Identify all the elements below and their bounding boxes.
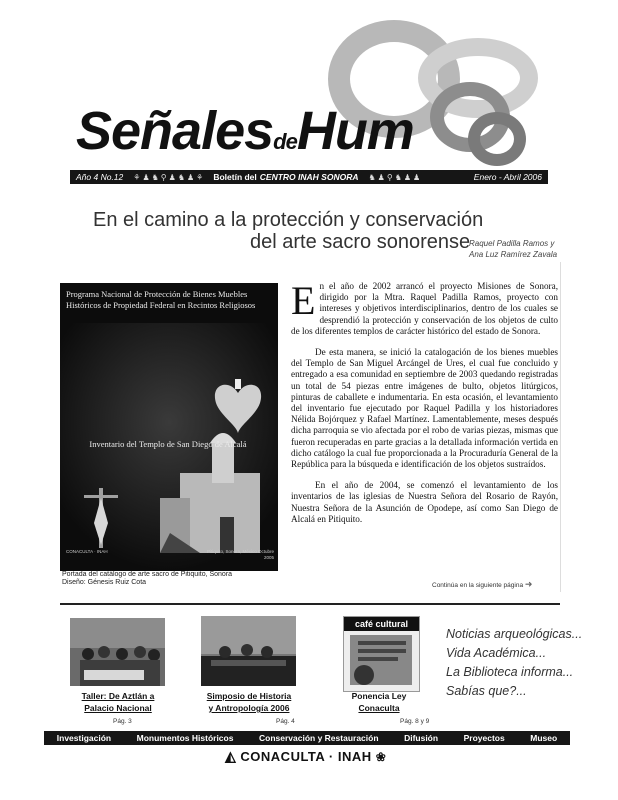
conaculta-inah-logo <box>225 748 386 765</box>
continue-text: Continúa en la siguiente página <box>432 582 524 589</box>
headline-line-1: En el camino a la protección y conservación <box>93 209 484 231</box>
author-2: Ana Luz Ramírez Zavala <box>469 250 558 259</box>
sections-list <box>446 625 582 701</box>
paragraph-3: En el año de 2004, se comenzó el levantamiento de los inventarios de las iglesias de Nuestra Señora del Rosario de Rayón, Nuestra Señora de la Asunción de Opodepe, así como San Diego de Alcalá en Pitiquito. <box>291 480 558 524</box>
petroglyph-icon: ♞♟⚲♞♟♟ <box>368 172 423 182</box>
feature-2-line-2: y Antropología 2006 <box>208 703 290 713</box>
smoke-ring-o <box>468 112 526 166</box>
feature-3-line-1: Ponencia Ley <box>351 691 407 701</box>
section-item-biblioteca[interactable]: La Biblioteca informa... <box>446 665 574 679</box>
feature-3-page: Pág. 8 y 9 <box>400 718 430 725</box>
feature-1-page: Pág. 3 <box>113 718 132 725</box>
masthead-title-end: Hum <box>296 101 414 161</box>
cover-footer-left: CONACULTA · INAH <box>66 549 108 554</box>
cover-footer-right: Pitiquito, Sonora, México Octubre 2005 <box>206 549 274 560</box>
photo-taller-thumbnail[interactable] <box>70 618 165 686</box>
cafe-cultural-poster[interactable] <box>343 616 420 692</box>
nav-museo[interactable]: Museo <box>530 733 558 743</box>
conaculta-icon: ◭ <box>225 748 237 764</box>
publication-org: CENTRO INAH SONORA <box>259 172 359 182</box>
feature-2-line-1: Simposio de Historia <box>206 691 292 701</box>
arrow-right-icon: ➜ <box>524 579 533 589</box>
logo-text: CONACULTA · INAH <box>240 749 372 764</box>
drop-cap: E <box>291 278 316 323</box>
paragraph-1 <box>291 278 558 337</box>
photo-simposio-thumbnail[interactable] <box>201 616 296 686</box>
cover-caption-line-1: Portada del catálogo de arte sacro de Pitiquito, Sonora <box>62 571 233 578</box>
author-1: Raquel Padilla Ramos y <box>469 239 555 248</box>
feature-3-line-2: Conaculta <box>358 703 400 713</box>
catalog-cover-image <box>60 283 278 571</box>
info-bar <box>70 170 548 184</box>
poster-graphic <box>344 631 419 691</box>
section-item-vida-academica[interactable]: Vida Académica... <box>446 646 547 660</box>
nav-monumentos[interactable]: Monumentos Históricos <box>136 733 234 743</box>
nav-difusion[interactable]: Difusión <box>404 733 439 743</box>
paragraph-1-text: n el año de 2002 arrancó el proyecto Misiones de Sonora, dirigido por la Mtra. Raquel Padilla Ramos, proyecto con intereses y objetivos interdisciplinarios, dentro de los cuales se desprendió la protección y conservación de los objetos de culto de los diferentes templos de carácter histórico del estado de Sonora. <box>291 281 558 336</box>
cover-illustration <box>60 283 278 571</box>
feature-2-page: Pág. 4 <box>276 718 295 725</box>
publication-prefix: Boletín del <box>213 172 257 182</box>
section-item-sabias-que[interactable]: Sabías que?... <box>446 684 527 698</box>
footer-nav <box>44 731 570 745</box>
cover-caption <box>62 571 232 587</box>
feature-caption-3[interactable] <box>329 690 429 714</box>
cover-subtitle: Inventario del Templo de San Diego de Alcalá <box>89 439 247 449</box>
masthead-title-main: Señales <box>76 101 274 161</box>
cover-caption-line-2: Diseño: Génesis Ruiz Cota <box>62 579 147 586</box>
feature-1-line-2: Palacio Nacional <box>84 703 152 713</box>
nav-investigacion[interactable]: Investigación <box>56 733 112 743</box>
feature-1-line-1: Taller: De Aztlán a <box>81 691 155 701</box>
column-rule <box>560 262 561 592</box>
article-body <box>291 278 558 535</box>
headline-line-2: del arte sacro sonorense <box>250 231 471 253</box>
cafe-cultural-label: café cultural <box>344 617 419 631</box>
petroglyph-icon: ⚘♟♞⚲♟♞♟⚘ <box>133 172 206 182</box>
masthead-title <box>76 100 414 162</box>
issue-number: Año 4 No.12 <box>76 172 124 182</box>
continue-link[interactable] <box>432 579 532 590</box>
section-divider <box>60 603 560 605</box>
inah-seal-icon: ❀ <box>375 750 387 764</box>
feature-caption-1[interactable] <box>62 690 174 714</box>
paragraph-2: De esta manera, se inició la catalogación de los bienes muebles del Templo de San Miguel Arcángel de Ures, el cual fue concluido y entregado a esa comunidad en septiembre de 2003 quedando registradas un total de 54 piezas entre imágenes de bulto, objetos litúrgicos, pinturas de caballete e indumentaria. En esta ocasión, el levantamiento del inventario fue ejecutado por Raquel Padilla y los historiadores Nélida Bojórquez y Rafael Martínez. Lamentablemente, meses después dicha parroquia se vio afectada por el robo de varias piezas, mismas que fueron recuperadas en parte gracias a la detallada información vertida en dicho catálogo la cual fue proporcionada a la Procuraduría General de la República para la búsqueda e identificación de los objetos sustraídos. <box>291 347 558 470</box>
masthead-title-de: de <box>273 129 297 154</box>
issue-date: Enero - Abril 2006 <box>473 172 542 182</box>
nav-proyectos[interactable]: Proyectos <box>463 733 505 743</box>
cover-title: Programa Nacional de Protección de Bienes Muebles Históricos de Propiedad Federal en Recintos Religiosos <box>66 289 256 310</box>
nav-conservacion[interactable]: Conservación y Restauración <box>259 733 379 743</box>
feature-caption-2[interactable] <box>195 690 303 714</box>
section-item-arqueologicas[interactable]: Noticias arqueológicas... <box>446 627 583 641</box>
